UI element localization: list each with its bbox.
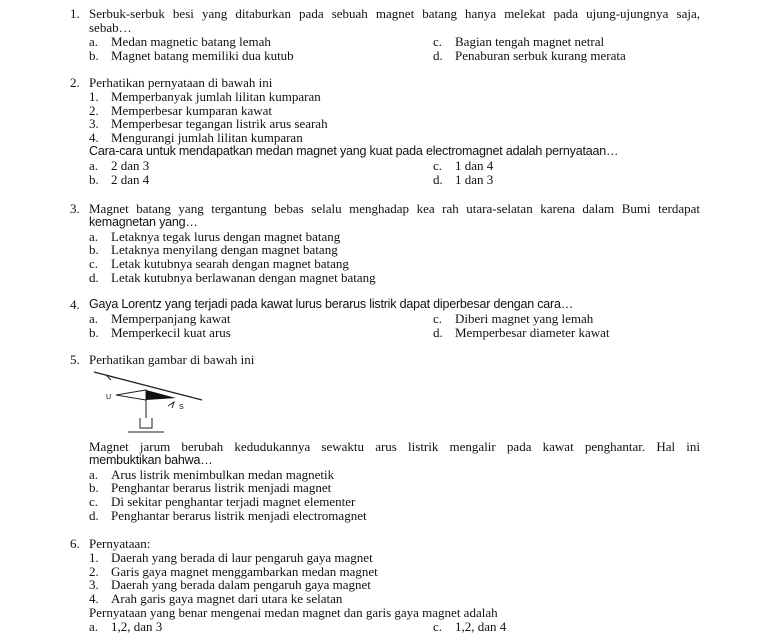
option-b[interactable]: b. 2 dan 4 bbox=[89, 171, 150, 187]
option-c[interactable]: c. Bagian tengah magnet netral bbox=[433, 33, 605, 49]
label-u: U bbox=[106, 394, 112, 401]
option-d[interactable]: d. Penaburan serbuk kurang merata bbox=[433, 47, 626, 63]
option-row bbox=[89, 312, 700, 326]
question-text: Perhatikan gambar di bawah ini bbox=[89, 352, 255, 367]
question-prompt: Pernyataan yang benar mengenai medan magnet dan garis gaya magnet adalah bbox=[89, 604, 498, 620]
option-a[interactable]: a. 2 dan 3 bbox=[89, 157, 150, 173]
statement-item: 3. Daerah yang berada dalam pengaruh gaya magnet bbox=[89, 577, 371, 593]
option-d[interactable]: d. Memperbesar diameter kawat bbox=[433, 324, 610, 340]
question-text: Pernyataan: bbox=[89, 536, 151, 551]
label-s: S bbox=[179, 404, 184, 411]
option-a[interactable]: a. Letaknya tegak lurus dengan magnet batang bbox=[89, 228, 341, 244]
option-c[interactable]: c. 1,2, dan 4 bbox=[433, 618, 507, 634]
compass-needle-figure bbox=[88, 370, 208, 438]
statement-item: 4. Arah garis gaya magnet dari utara ke selatan bbox=[89, 591, 343, 607]
option-a[interactable]: a. Memperpanjang kawat bbox=[89, 310, 231, 326]
question-6 bbox=[70, 537, 700, 634]
option-row bbox=[89, 620, 700, 634]
option-b[interactable]: b. Memperkecil kuat arus bbox=[89, 324, 231, 340]
option-row bbox=[89, 35, 700, 49]
question-number: 4. bbox=[70, 297, 80, 312]
question-text: Gaya Lorentz yang terjadi pada kawat lurus berarus listrik dapat diperbesar dengan cara… bbox=[89, 297, 574, 311]
statement-item: 2. Garis gaya magnet menggambarkan medan magnet bbox=[89, 563, 378, 579]
option-d[interactable]: d. Letak kutubnya berlawanan dengan magnet batang bbox=[89, 269, 376, 285]
needle-stand bbox=[140, 418, 152, 428]
option-a[interactable]: a. 1,2, dan 3 bbox=[89, 618, 163, 634]
option-c[interactable]: c. Letak kutubnya searah dengan magnet batang bbox=[89, 256, 349, 272]
rotation-arrow-icon bbox=[168, 402, 174, 408]
statement-item: 4. Mengurangi jumlah lilitan kumparan bbox=[89, 130, 303, 146]
question-text: Serbuk-serbuk besi yang ditaburkan pada sebuah magnet batang hanya melekat pada ujung-ujungnya saja, bbox=[89, 6, 700, 21]
option-b[interactable]: b. Letaknya menyilang dengan magnet batang bbox=[89, 242, 338, 258]
option-b[interactable]: b. Magnet batang memiliki dua kutub bbox=[89, 47, 294, 63]
option-row bbox=[89, 159, 700, 173]
option-c[interactable]: c. Di sekitar penghantar terjadi magnet elementer bbox=[89, 494, 356, 510]
question-number: 2. bbox=[70, 75, 80, 90]
question-5 bbox=[70, 353, 700, 367]
question-text-continued: sebab… bbox=[89, 19, 132, 35]
statement-item: 3. Memperbesar tegangan listrik arus searah bbox=[89, 116, 328, 132]
option-row bbox=[89, 49, 700, 63]
option-b[interactable]: b. Penghantar berarus listrik menjadi magnet bbox=[89, 480, 332, 496]
statement-item: 2. Memperbesar kumparan kawat bbox=[89, 102, 272, 118]
option-a[interactable]: a. Medan magnetic batang lemah bbox=[89, 33, 271, 49]
statement-item: 1. Memperbanyak jumlah lilitan kumparan bbox=[89, 88, 321, 104]
question-number: 6. bbox=[70, 536, 80, 551]
option-c[interactable]: c. Diberi magnet yang lemah bbox=[433, 310, 594, 326]
question-1 bbox=[70, 7, 700, 63]
option-row bbox=[89, 326, 700, 340]
statement-item: 1. Daerah yang berada di laur pengaruh gaya magnet bbox=[89, 549, 373, 565]
question-4 bbox=[70, 298, 700, 340]
question-number: 1. bbox=[70, 6, 80, 21]
question-text-continued: kemagnetan yang… bbox=[89, 214, 198, 229]
question-number: 5. bbox=[70, 352, 80, 367]
question-number: 3. bbox=[70, 201, 80, 216]
question-text: Magnet batang yang tergantung bebas selalu menghadap kea rah utara-selatan karena dalam Bumi terdapat bbox=[89, 201, 700, 216]
question-2 bbox=[70, 76, 700, 187]
needle-north bbox=[116, 390, 146, 400]
question-5-prompt bbox=[70, 440, 700, 523]
option-a[interactable]: a. Arus listrik menimbulkan medan magnetik bbox=[89, 466, 335, 482]
option-d[interactable]: d. Penghantar berarus listrik menjadi electromagnet bbox=[89, 507, 367, 523]
question-prompt-continued: membuktikan bahwa… bbox=[89, 452, 213, 467]
option-d[interactable]: d. 1 dan 3 bbox=[433, 171, 494, 187]
option-c[interactable]: c. 1 dan 4 bbox=[433, 157, 494, 173]
option-row bbox=[89, 173, 700, 187]
question-3 bbox=[70, 202, 700, 285]
question-text: Perhatikan pernyataan di bawah ini bbox=[89, 75, 273, 90]
question-prompt: Cara-cara untuk mendapatkan medan magnet yang kuat pada electromagnet adalah pernyataan… bbox=[89, 143, 619, 158]
question-prompt: Magnet jarum berubah kedudukannya sewaktu arus listrik mengalir pada kawat penghantar. Hal ini bbox=[89, 439, 700, 454]
